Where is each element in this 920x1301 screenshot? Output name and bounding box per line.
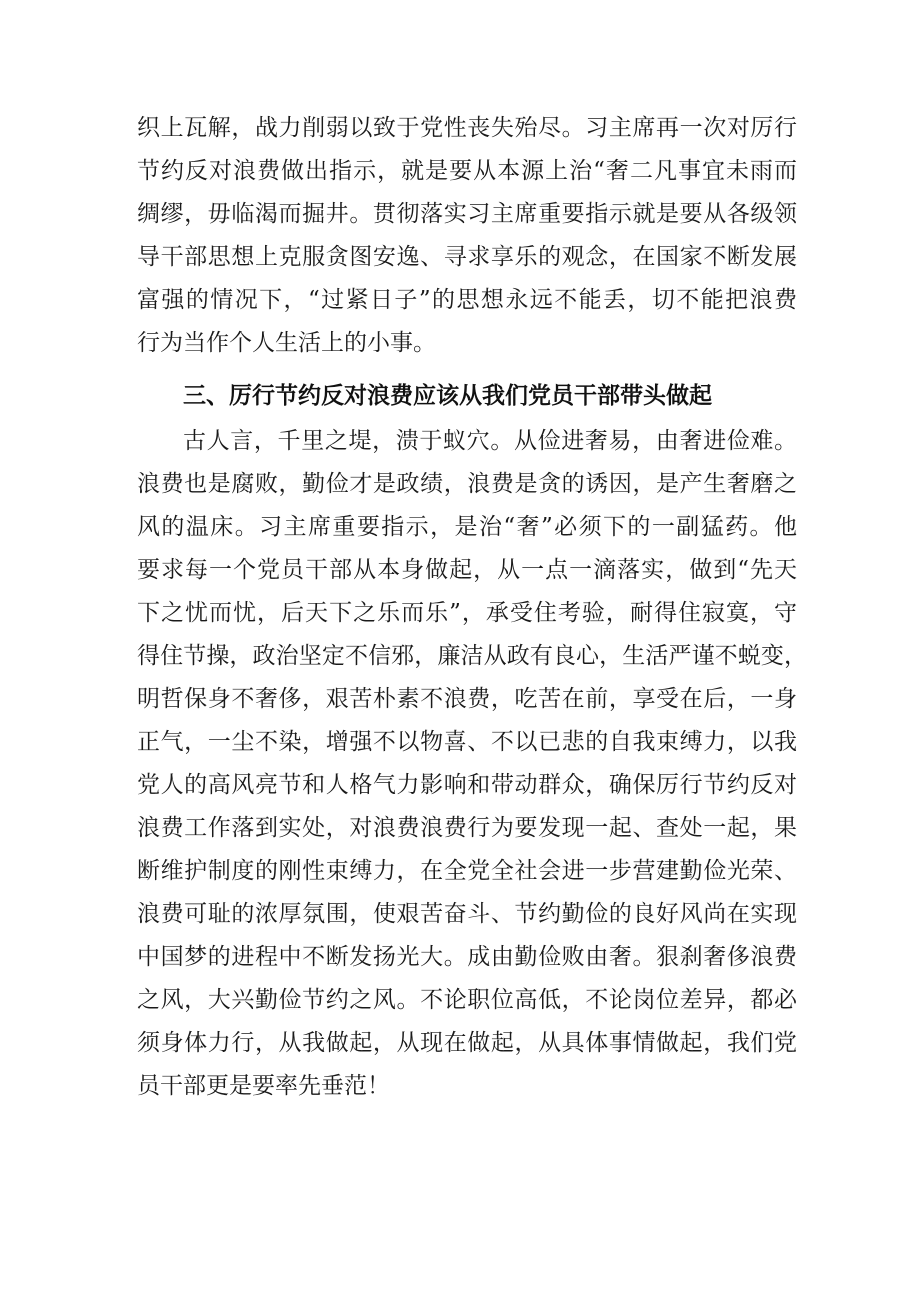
text-line: 党人的高风亮节和人格气力影响和带动群众，确保厉行节约反对 xyxy=(137,772,797,798)
text-line: 古人言，千里之堤，溃于蚁穴。从俭进奢易，由奢进俭难。 xyxy=(183,428,797,454)
text-line: 正气，一尘不染，增强不以物喜、不以已悲的自我束缚力，以我 xyxy=(137,729,797,755)
text-line: 浪费也是腐败，勤俭才是政绩，浪费是贪的诱因，是产生奢磨之 xyxy=(137,471,797,497)
text-line: 浪费工作落到实处，对浪费浪费行为要发现一起、查处一起，果 xyxy=(137,815,797,841)
text-line: 行为当作个人生活上的小事。 xyxy=(137,330,436,356)
text-line: 之风，大兴勤俭节约之风。不论职位高低，不论岗位差异，都必 xyxy=(137,987,797,1013)
section-heading: 三、厉行节约反对浪费应该从我们党员干部带头做起 xyxy=(183,383,712,409)
text-line: 浪费可耻的浓厚氛围，使艰苦奋斗、节约勤俭的良好风尚在实现 xyxy=(137,901,797,927)
text-line: 中国梦的进程中不断发扬光大。成由勤俭败由奢。狠刹奢侈浪费 xyxy=(137,944,797,970)
text-line: 富强的情况下，“过紧日子”的思想永远不能丢，切不能把浪费 xyxy=(137,287,797,313)
text-line: 明哲保身不奢侈，艰苦朴素不浪费，吃苦在前，享受在后，一身 xyxy=(137,686,797,712)
text-line: 得住节操，政治坚定不信邪，廉洁从政有良心，生活严谨不蜕变， xyxy=(137,643,807,669)
text-line: 风的温床。习主席重要指示，是治“奢”必须下的一副猛药。他 xyxy=(137,514,797,540)
text-line: 须身体力行，从我做起，从现在做起，从具体事情做起，我们党 xyxy=(137,1030,797,1056)
text-line: 要求每一个党员干部从本身做起，从一点一滴落实，做到“先天 xyxy=(137,557,797,583)
text-line: 员干部更是要率先垂范！ xyxy=(137,1073,390,1099)
text-line: 导干部思想上克服贪图安逸、寻求享乐的观念，在国家不断发展 xyxy=(137,244,797,270)
text-line: 织上瓦解，战力削弱以致于党性丧失殆尽。习主席再一次对厉行 xyxy=(137,115,797,141)
text-line: 绸缪，毋临渴而掘井。贯彻落实习主席重要指示就是要从各级领 xyxy=(137,201,797,227)
text-line: 断维护制度的刚性束缚力，在全党全社会进一步营建勤俭光荣、 xyxy=(137,858,797,884)
text-line: 节约反对浪费做出指示，就是要从本源上治“奢二凡事宜未雨而 xyxy=(137,158,797,184)
text-line: 下之忧而忧，后天下之乐而乐”，承受住考验，耐得住寂寞，守 xyxy=(137,600,797,626)
